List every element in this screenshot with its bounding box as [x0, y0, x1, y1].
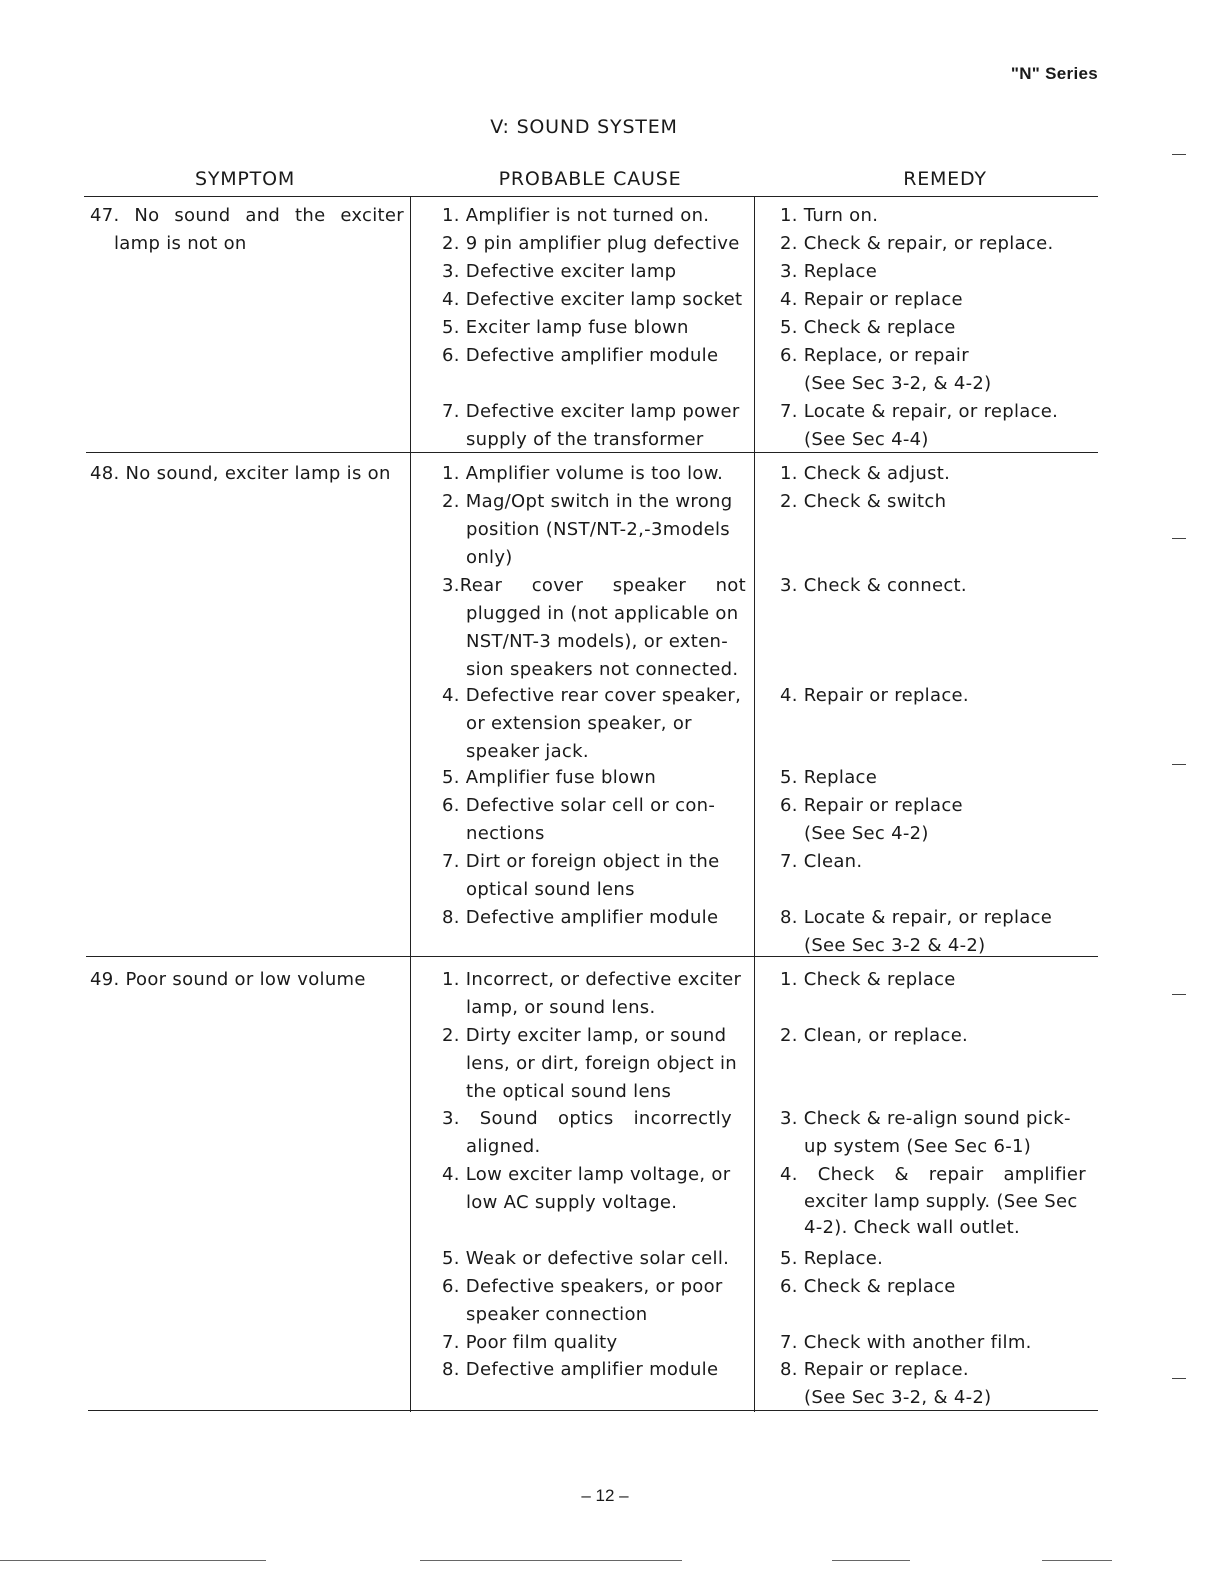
remedy-line: (See Sec 3-2 & 4-2) — [804, 935, 986, 956]
cause-item — [442, 398, 740, 454]
remedy-item: 5. Replace — [780, 767, 878, 788]
remedy-item: 7. Check with another film. — [780, 1332, 1032, 1353]
cause-line: 7. Defective exciter lamp power — [442, 401, 740, 422]
cause-line: low AC supply voltage. — [466, 1192, 678, 1213]
margin-mark — [1172, 994, 1186, 995]
cause-item — [442, 1161, 730, 1217]
table-top-rule — [84, 196, 1098, 197]
remedy-item — [780, 1161, 1086, 1241]
cause-item — [442, 792, 715, 848]
cause-line: 6. Defective speakers, or poor — [442, 1276, 723, 1297]
remedy-line: (See Sec 3-2, & 4-2) — [804, 373, 992, 394]
cause-line: nections — [466, 823, 545, 844]
remedy-line: exciter lamp supply. (See Sec — [804, 1191, 1078, 1212]
cause-line: speaker jack. — [466, 741, 589, 762]
remedy-item: 7. Clean. — [780, 851, 863, 872]
cause-item — [442, 572, 746, 684]
section-title: V: SOUND SYSTEM — [490, 116, 678, 138]
word: 4. — [780, 1164, 798, 1185]
column-divider — [410, 196, 411, 1412]
remedy-item: 2. Check & switch — [780, 491, 947, 512]
symptom-column-header: SYMPTOM — [194, 168, 296, 190]
remedy-item: 2. Clean, or replace. — [780, 1025, 969, 1046]
footer-rule — [832, 1560, 910, 1561]
cause-line: plugged in (not applicable on — [466, 603, 739, 624]
word: & — [894, 1164, 909, 1185]
remedy-item — [780, 792, 963, 848]
cause-line: 1. Incorrect, or defective exciter — [442, 969, 742, 990]
word: incorrectly — [633, 1108, 732, 1129]
cause-item: 1. Amplifier is not turned on. — [442, 205, 710, 226]
symptom-49: 49. Poor sound or low volume — [90, 969, 366, 990]
cause-item — [442, 1022, 737, 1106]
cause-item: 7. Poor film quality — [442, 1332, 618, 1353]
word: the — [295, 205, 326, 226]
remedy-item: 4. Repair or replace — [780, 289, 963, 310]
remedy-line: 8. Locate & repair, or replace — [780, 907, 1053, 928]
footer-rule — [420, 1560, 682, 1561]
word: amplifier — [1003, 1164, 1086, 1185]
cause-item — [442, 1273, 723, 1329]
remedy-item — [780, 1105, 1071, 1161]
word: sound — [174, 205, 231, 226]
page-number: – 12 – — [581, 1486, 629, 1505]
word: Sound — [479, 1108, 538, 1129]
cause-item: 3. Defective exciter lamp — [442, 261, 677, 282]
word: not — [715, 575, 746, 596]
remedy-item: 4. Repair or replace. — [780, 685, 969, 706]
footer-rule — [1042, 1560, 1112, 1561]
remedy-item — [780, 398, 1058, 454]
cause-item: 6. Defective amplifier module — [442, 345, 719, 366]
cause-item — [442, 682, 741, 766]
column-divider — [754, 196, 755, 1412]
word: 47. — [90, 205, 120, 226]
cause-line: supply of the transformer — [466, 429, 704, 450]
cause-line: 6. Defective solar cell or con- — [442, 795, 716, 816]
margin-mark — [1172, 538, 1186, 539]
word: repair — [928, 1164, 984, 1185]
cause-line: sion speakers not connected. — [466, 659, 739, 680]
remedy-item — [780, 1356, 991, 1412]
cause-line: 2. Mag/Opt switch in the wrong — [442, 491, 733, 512]
remedy-item: 5. Check & replace — [780, 317, 956, 338]
cause-line: or extension speaker, or — [466, 713, 692, 734]
cause-line: only) — [466, 547, 513, 568]
remedy-line: (See Sec 4-4) — [804, 429, 929, 450]
cause-line: 4. Low exciter lamp voltage, or — [442, 1164, 731, 1185]
cause-item — [442, 1105, 732, 1161]
word: cover — [531, 575, 584, 596]
remedy-column-header: REMEDY — [903, 168, 987, 190]
cause-line: the optical sound lens — [466, 1081, 672, 1102]
cause-line: 4. Defective rear cover speaker, — [442, 685, 742, 706]
cause-item: 8. Defective amplifier module — [442, 907, 719, 928]
cause-item: 2. 9 pin amplifier plug defective — [442, 233, 740, 254]
remedy-item: 6. Check & replace — [780, 1276, 956, 1297]
cause-line: aligned. — [466, 1136, 541, 1157]
remedy-item: 1. Check & replace — [780, 969, 956, 990]
cause-line: optical sound lens — [466, 879, 635, 900]
cause-line: lens, or dirt, foreign object in — [466, 1053, 737, 1074]
word: 3.Rear — [442, 575, 503, 596]
remedy-line: (See Sec 4-2) — [804, 823, 929, 844]
cause-item: 5. Weak or defective solar cell. — [442, 1248, 730, 1269]
remedy-item: 5. Replace. — [780, 1248, 884, 1269]
word: Check — [817, 1164, 875, 1185]
symptom-47 — [90, 202, 404, 258]
margin-mark — [1172, 1378, 1186, 1379]
word: and — [245, 205, 281, 226]
cause-item: 1. Amplifier volume is too low. — [442, 463, 724, 484]
remedy-line: 3. Check & re-align sound pick- — [780, 1108, 1071, 1129]
cause-item: 5. Exciter lamp fuse blown — [442, 317, 689, 338]
margin-mark — [1172, 154, 1186, 155]
cause-item: 8. Defective amplifier module — [442, 1359, 719, 1380]
footer-rule — [0, 1560, 266, 1561]
cause-item — [442, 488, 732, 572]
remedy-line: up system (See Sec 6-1) — [804, 1136, 1032, 1157]
symptom-text: lamp is not on — [114, 233, 247, 254]
cause-item — [442, 966, 741, 1022]
remedy-line: 7. Locate & repair, or replace. — [780, 401, 1059, 422]
remedy-item: 3. Replace — [780, 261, 878, 282]
remedy-line: 6. Repair or replace — [780, 795, 963, 816]
remedy-item: 2. Check & repair, or replace. — [780, 233, 1054, 254]
word: 3. — [442, 1108, 460, 1129]
cause-item: 4. Defective exciter lamp socket — [442, 289, 743, 310]
cause-item — [442, 848, 720, 904]
remedy-item — [780, 342, 991, 398]
cause-line: NST/NT-3 models), or exten- — [466, 631, 728, 652]
word: No — [134, 205, 160, 226]
word: optics — [558, 1108, 614, 1129]
cause-line: lamp, or sound lens. — [466, 997, 656, 1018]
remedy-item: 3. Check & connect. — [780, 575, 967, 596]
cause-item: 5. Amplifier fuse blown — [442, 767, 657, 788]
word: exciter — [340, 205, 404, 226]
cause-line: 7. Dirt or foreign object in the — [442, 851, 720, 872]
remedy-line: 6. Replace, or repair — [780, 345, 969, 366]
remedy-line: (See Sec 3-2, & 4-2) — [804, 1387, 992, 1408]
remedy-item: 1. Check & adjust. — [780, 463, 951, 484]
symptom-48: 48. No sound, exciter lamp is on — [90, 463, 391, 484]
remedy-line: 4-2). Check wall outlet. — [804, 1217, 1020, 1238]
series-label: "N" Series — [1010, 64, 1098, 83]
cause-column-header: PROBABLE CAUSE — [498, 168, 682, 190]
remedy-line: 8. Repair or replace. — [780, 1359, 969, 1380]
remedy-item: 1. Turn on. — [780, 205, 879, 226]
cause-line: 2. Dirty exciter lamp, or sound — [442, 1025, 727, 1046]
margin-mark — [1172, 764, 1186, 765]
cause-line: position (NST/NT-2,-3models — [466, 519, 730, 540]
cause-line: speaker connection — [466, 1304, 648, 1325]
remedy-item — [780, 904, 1052, 960]
word: speaker — [612, 575, 687, 596]
